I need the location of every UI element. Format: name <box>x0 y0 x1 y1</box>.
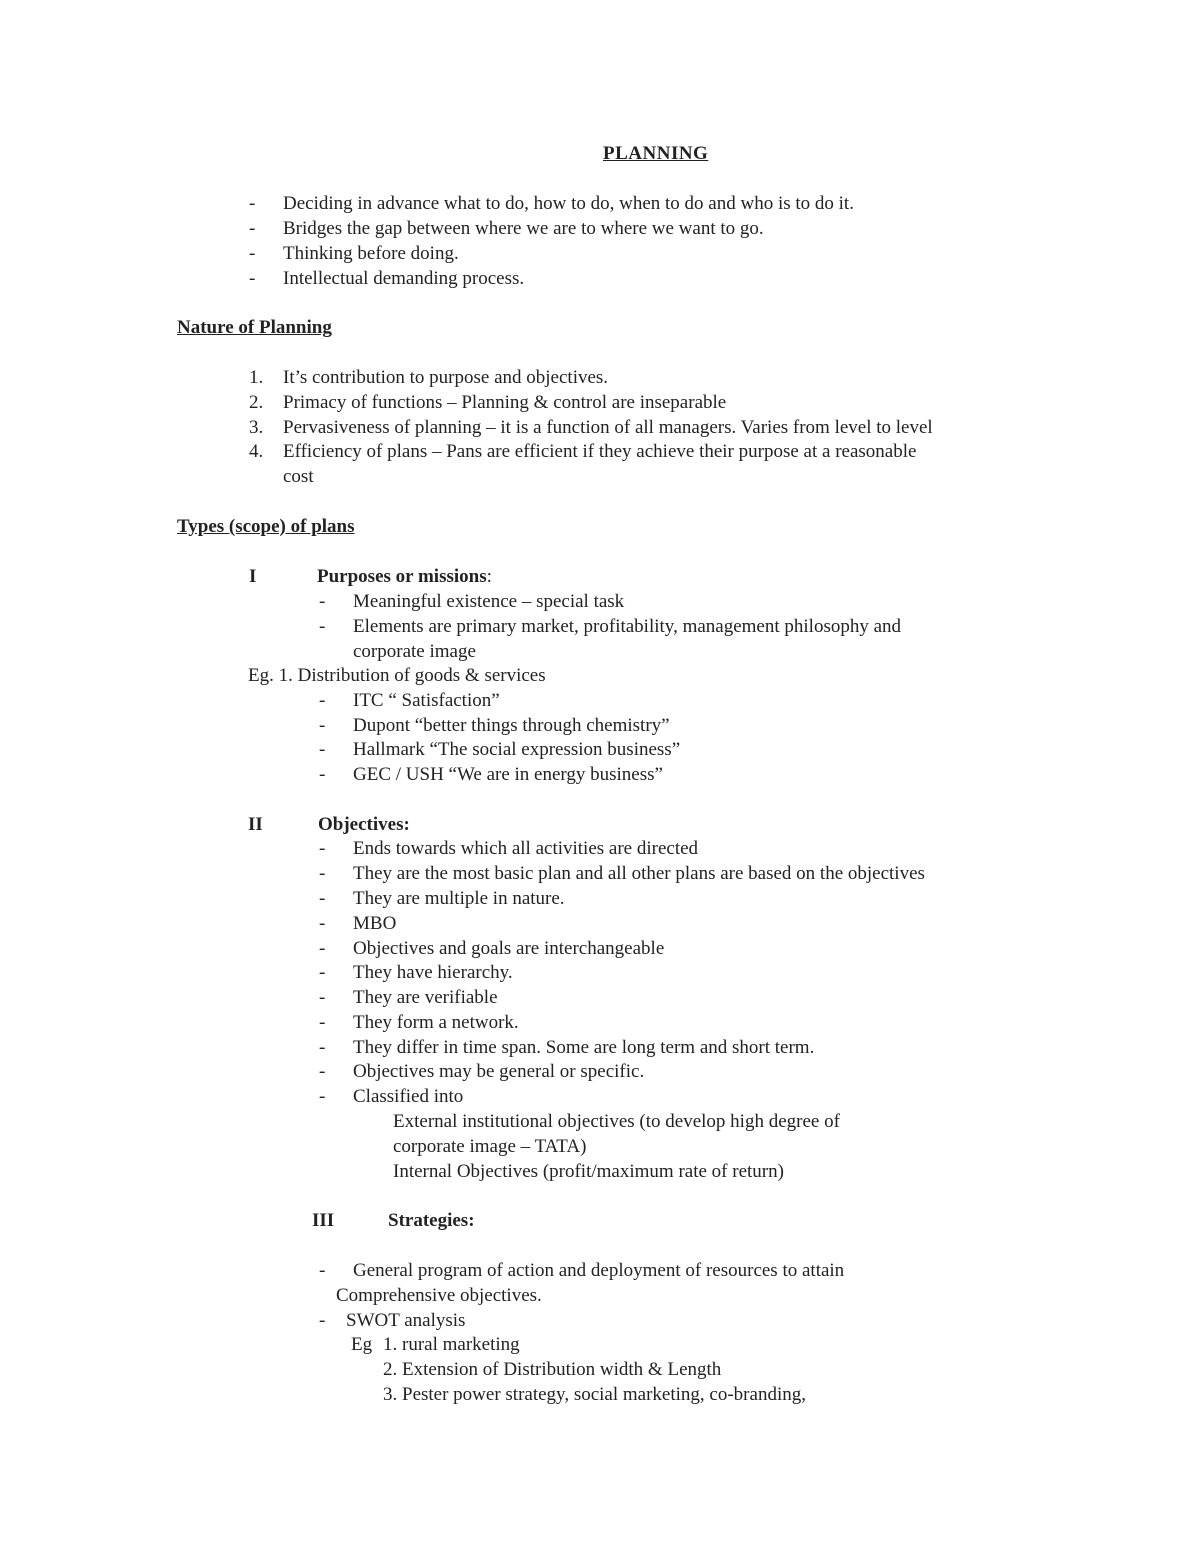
objectives-item: Objectives may be general or specific. <box>353 1061 645 1082</box>
example-item: GEC / USH “We are in energy business” <box>353 764 663 785</box>
nature-item: Primacy of functions – Planning & control are inseparable <box>283 392 727 413</box>
objectives-item: They are the most basic plan and all other plans are based on the objectives <box>353 863 925 884</box>
classified-item: External institutional objectives (to develop high degree of <box>393 1111 840 1132</box>
nature-item: Pervasiveness of planning – it is a function of all managers. Varies from level to level <box>283 417 933 438</box>
roman-numeral: I <box>249 566 257 587</box>
section-heading-nature: Nature of Planning <box>177 317 332 338</box>
list-number: 4. <box>249 441 264 462</box>
bullet-dash: - <box>319 616 326 637</box>
strategies-item: SWOT analysis <box>346 1310 466 1331</box>
purposes-item: Elements are primary market, profitability, management philosophy and <box>353 616 902 637</box>
example-label: Eg. 1. Distribution of goods & services <box>248 665 546 686</box>
bullet-dash: - <box>319 913 326 934</box>
nature-item: Efficiency of plans – Pans are efficient if they achieve their purpose at a reasonable <box>283 441 917 462</box>
bullet-dash: - <box>249 193 256 214</box>
bullet-dash: - <box>249 268 256 289</box>
bullet-dash: - <box>319 962 326 983</box>
bullet-dash: - <box>249 218 256 239</box>
subsection-heading-objectives: Objectives: <box>318 814 410 835</box>
strategies-example: 2. Extension of Distribution width & Length <box>383 1359 722 1380</box>
objectives-item: Objectives and goals are interchangeable <box>353 938 665 959</box>
roman-numeral: III <box>312 1210 335 1231</box>
bullet-dash: - <box>319 888 326 909</box>
bullet-dash: - <box>319 1310 326 1331</box>
bullet-dash: - <box>319 1086 326 1107</box>
list-number: 2. <box>249 392 264 413</box>
bullet-dash: - <box>319 938 326 959</box>
objectives-item: Ends towards which all activities are directed <box>353 838 699 859</box>
strategies-item-continuation: Comprehensive objectives. <box>336 1285 542 1306</box>
objectives-item: They form a network. <box>353 1012 519 1033</box>
purposes-item-continuation: corporate image <box>353 641 476 662</box>
strategies-item: General program of action and deployment of resources to attain <box>353 1260 845 1281</box>
definition-item: Deciding in advance what to do, how to do, when to do and who is to do it. <box>283 193 854 214</box>
objectives-item: They have hierarchy. <box>353 962 513 983</box>
roman-numeral: II <box>248 814 263 835</box>
strategies-example: 3. Pester power strategy, social marketing, co-branding, <box>383 1384 806 1405</box>
bullet-dash: - <box>319 715 326 736</box>
page-title: PLANNING <box>603 143 709 164</box>
purposes-colon: : <box>486 566 492 587</box>
definition-item: Bridges the gap between where we are to where we want to go. <box>283 218 764 239</box>
objectives-item: Classified into <box>353 1086 464 1107</box>
definition-item: Thinking before doing. <box>283 243 459 264</box>
bullet-dash: - <box>319 1061 326 1082</box>
section-heading-types: Types (scope) of plans <box>177 516 355 537</box>
bullet-dash: - <box>319 690 326 711</box>
classified-item: Internal Objectives (profit/maximum rate of return) <box>393 1161 784 1182</box>
classified-item: corporate image – TATA) <box>393 1136 587 1157</box>
bullet-dash: - <box>249 243 256 264</box>
nature-item-continuation: cost <box>283 466 314 487</box>
bullet-dash: - <box>319 1260 326 1281</box>
example-item: ITC “ Satisfaction” <box>353 690 500 711</box>
strategies-example: 1. rural marketing <box>383 1334 520 1355</box>
bullet-dash: - <box>319 987 326 1008</box>
bullet-dash: - <box>319 838 326 859</box>
bullet-dash: - <box>319 1012 326 1033</box>
objectives-item: They are verifiable <box>353 987 498 1008</box>
purposes-item: Meaningful existence – special task <box>353 591 625 612</box>
bullet-dash: - <box>319 591 326 612</box>
objectives-item: They differ in time span. Some are long term and short term. <box>353 1037 815 1058</box>
bullet-dash: - <box>319 764 326 785</box>
objectives-item: MBO <box>353 913 397 934</box>
nature-item: It’s contribution to purpose and objectives. <box>283 367 609 388</box>
list-number: 3. <box>249 417 264 438</box>
definition-item: Intellectual demanding process. <box>283 268 525 289</box>
objectives-item: They are multiple in nature. <box>353 888 565 909</box>
subsection-heading-strategies: Strategies: <box>388 1210 475 1231</box>
subsection-heading-purposes <box>317 566 492 588</box>
list-number: 1. <box>249 367 264 388</box>
purposes-heading-text: Purposes or missions <box>317 566 487 587</box>
bullet-dash: - <box>319 863 326 884</box>
bullet-dash: - <box>319 1037 326 1058</box>
example-item: Dupont “better things through chemistry” <box>353 715 670 736</box>
bullet-dash: - <box>319 739 326 760</box>
example-item: Hallmark “The social expression business” <box>353 739 681 760</box>
strategies-eg-label: Eg <box>351 1334 373 1355</box>
